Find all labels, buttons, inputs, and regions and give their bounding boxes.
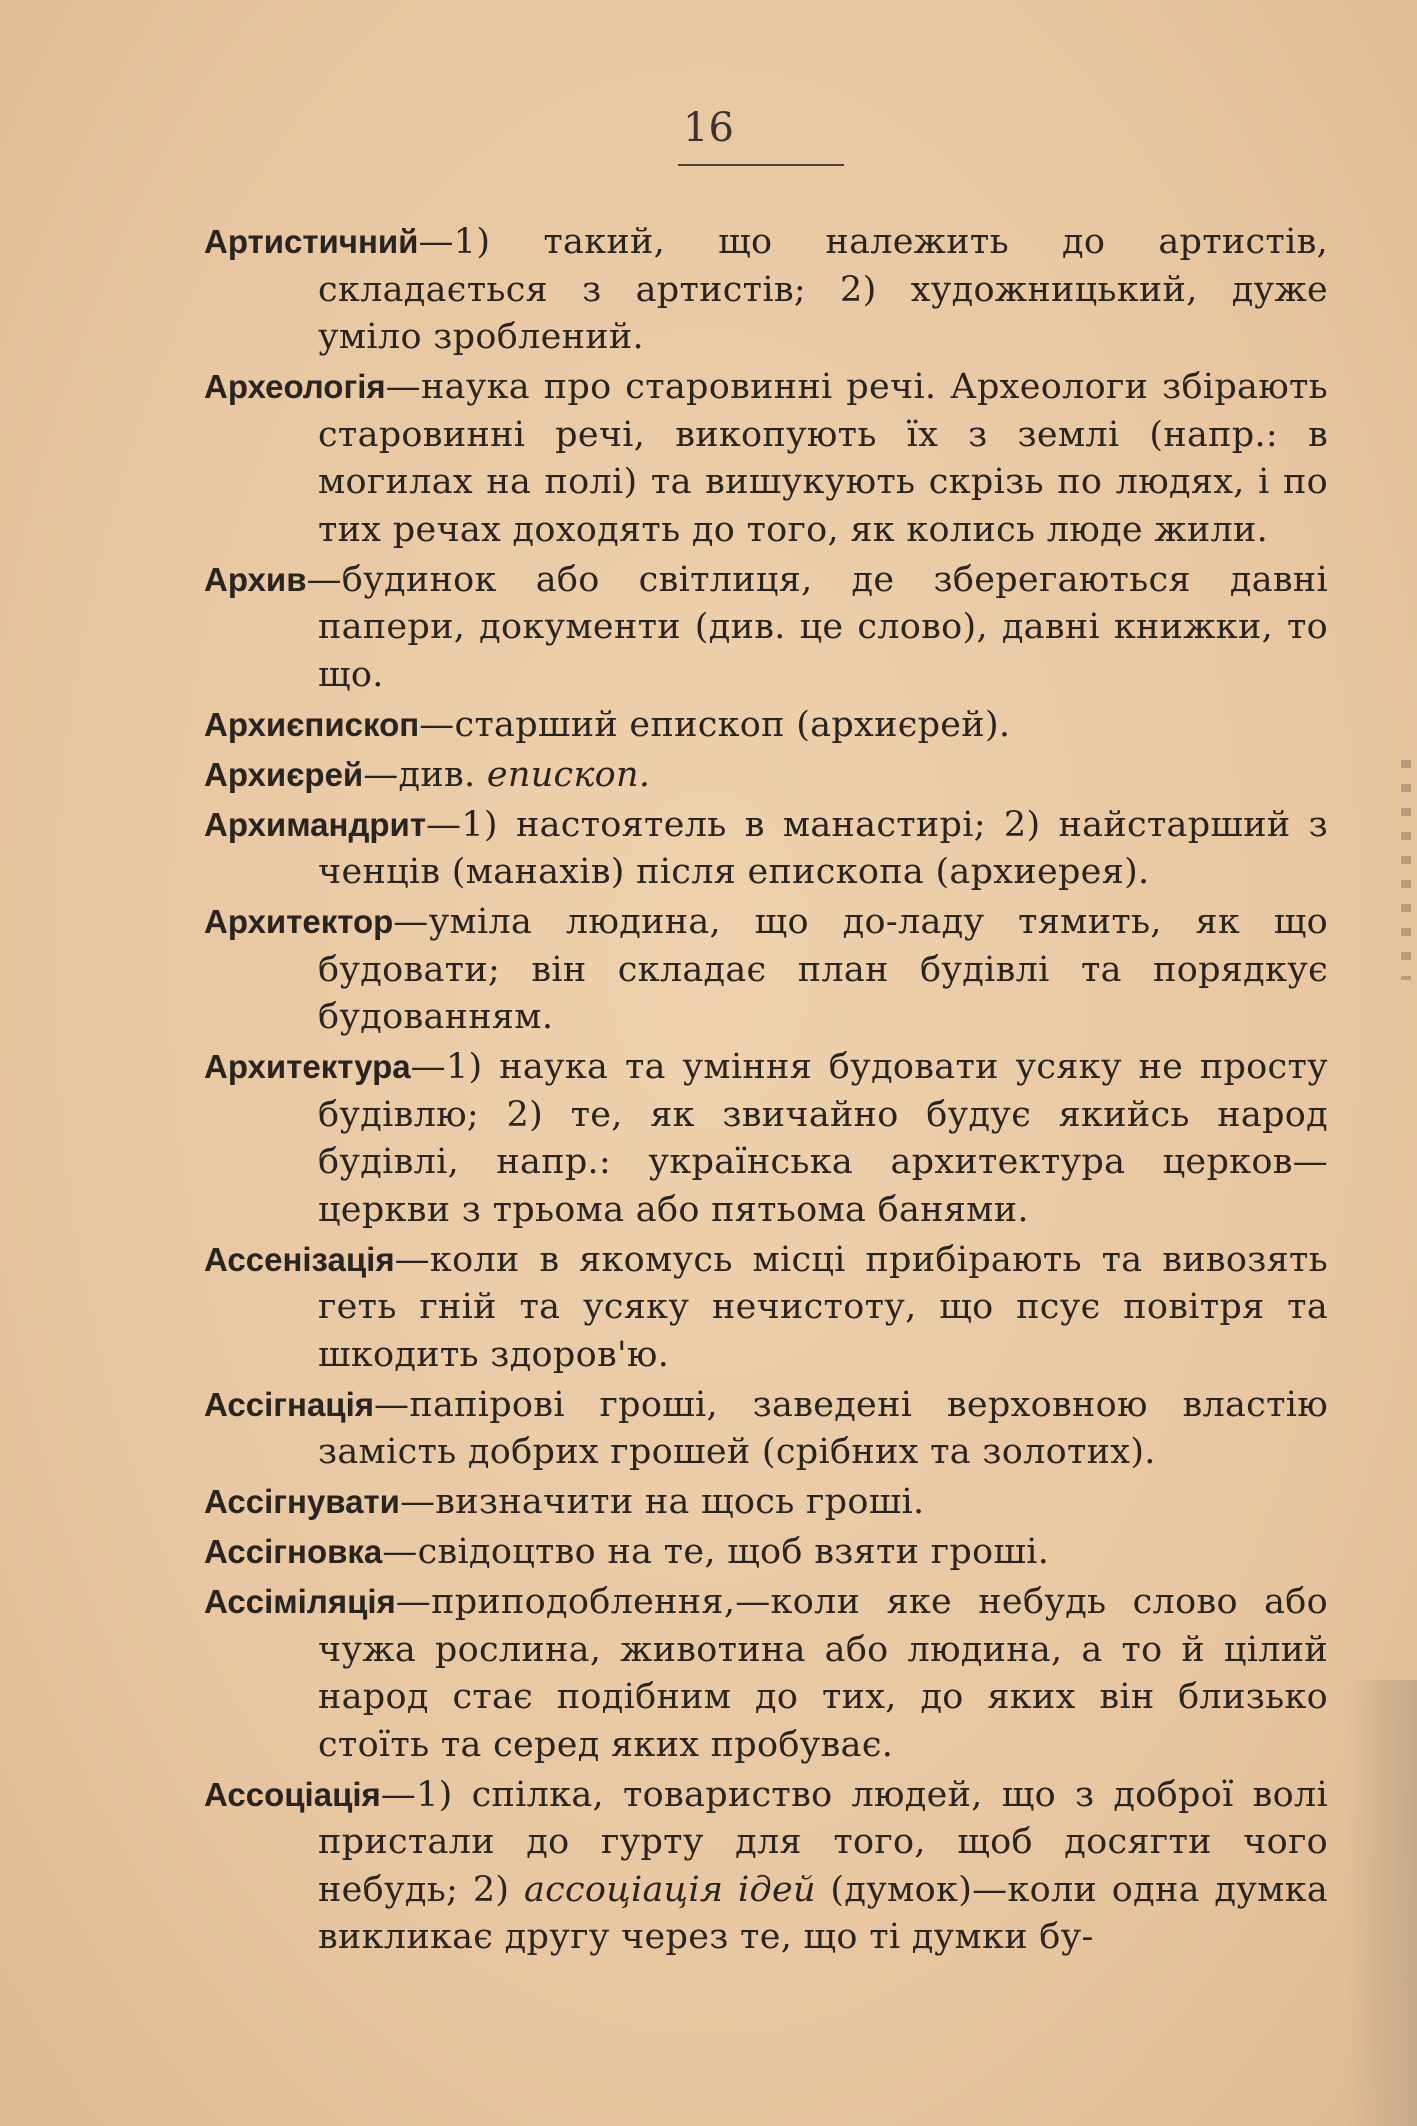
entry-headword: Архив bbox=[204, 560, 307, 598]
entry-italic-term: ассоціація ідей bbox=[523, 1869, 816, 1910]
dictionary-entry bbox=[204, 556, 1328, 700]
dictionary-entry bbox=[204, 898, 1328, 1042]
entry-definition-tail: (думок)—коли одна думка викликає другу через те, що ті думки бу- bbox=[318, 1869, 1329, 1957]
entry-definition: —свідоцтво на те, щоб взяти гроші. bbox=[382, 1532, 1050, 1572]
entry-headword: Ассіміляція bbox=[204, 1583, 396, 1620]
entry-crossref: епископ. bbox=[486, 754, 651, 795]
margin-bleed-through bbox=[1401, 760, 1411, 980]
entry-headword: Архимандрит bbox=[204, 805, 427, 843]
page-number: 16 bbox=[683, 105, 734, 151]
entry-definition: —коли в якомусь місці прибірають та вивозять геть гній та усяку нечистоту, що псує повітря та шкодить здоров'ю. bbox=[318, 1239, 1328, 1375]
entry-definition: —1) наука та уміння будовати усяку не просту будівлю; 2) те, як звичайно будує якийсь народ будівлі, напр.: українська архитектура церков—церкви з трьома або пятьома банями. bbox=[318, 1047, 1328, 1230]
entry-headword: Ассоціація bbox=[204, 1775, 381, 1813]
dictionary-entry bbox=[204, 1771, 1328, 1962]
entry-definition: —1) такий, що належить до артистів, складається з артистів; 2) художницький, дуже уміло зроблений. bbox=[318, 222, 1328, 357]
entry-definition: —1) настоятель в манастирі; 2) найстарший з ченців (манахів) після епископа (архиерея). bbox=[318, 804, 1328, 892]
entry-headword: Архитектура bbox=[204, 1048, 411, 1085]
entry-definition: —1) спілка, товариство людей, що з доброї волі пристали до гурту для того, щоб досягти чого небудь; 2) bbox=[318, 1774, 1328, 1910]
dictionary-entry bbox=[204, 363, 1328, 554]
entry-definition: —уміла людина, що до-ладу тямить, як що будовати; він складає план будівлі та порядкує будованням. bbox=[318, 902, 1328, 1037]
entry-definition: —наука про старовинні речі. Археологи збірають старовинні речі, викопують їх з землі (напр.: в могилах на полі) та вишукують скрізь по людях, і по тих речах доходять до того, як колись люде жили. bbox=[318, 367, 1328, 550]
entry-definition: —визначити на щось гроші. bbox=[399, 1482, 925, 1522]
entry-headword: Архитектор bbox=[204, 903, 394, 940]
page-edge-stain bbox=[1347, 1680, 1417, 2126]
entry-headword: Ассігнувати bbox=[204, 1483, 400, 1520]
entry-headword: Ассенізація bbox=[204, 1240, 395, 1278]
entry-definition: —будинок або світлиця, де зберегаються давні папери, документи (див. це слово), давні книжки, то що. bbox=[306, 559, 1328, 695]
dictionary-entries bbox=[204, 218, 1328, 1963]
dictionary-entry bbox=[204, 1578, 1328, 1769]
page-number-rule bbox=[678, 164, 844, 166]
entry-headword: Артистичний bbox=[204, 223, 419, 260]
dictionary-entry bbox=[204, 701, 1328, 750]
entry-headword: Архиєрей bbox=[204, 755, 364, 793]
entry-headword: Ассігнація bbox=[204, 1385, 375, 1423]
entry-definition: —старший епископ (архиєрей). bbox=[419, 704, 1011, 745]
entry-headword: Археологія bbox=[204, 368, 386, 405]
dictionary-entry bbox=[204, 801, 1328, 897]
dictionary-entry bbox=[204, 218, 1328, 362]
entry-definition: —див. bbox=[363, 754, 487, 795]
dictionary-entry bbox=[204, 1528, 1328, 1577]
entry-headword: Ассігновка bbox=[204, 1533, 383, 1570]
entry-headword: Архиєпископ bbox=[204, 705, 420, 743]
dictionary-entry bbox=[204, 1478, 1328, 1527]
dictionary-entry bbox=[204, 1043, 1328, 1234]
entry-definition: —папірові гроші, заведені верховною властію замість добрих грошей (срібних та золотих). bbox=[318, 1384, 1328, 1472]
dictionary-entry bbox=[204, 751, 1328, 800]
dictionary-entry bbox=[204, 1236, 1328, 1380]
entry-definition: —приподоблення,—коли яке небудь слово або чужа рослина, животина або людина, а то й цілий народ стає подібним до тих, до яких він близько стоїть та серед яких пробуває. bbox=[318, 1582, 1328, 1765]
dictionary-entry bbox=[204, 1381, 1328, 1477]
